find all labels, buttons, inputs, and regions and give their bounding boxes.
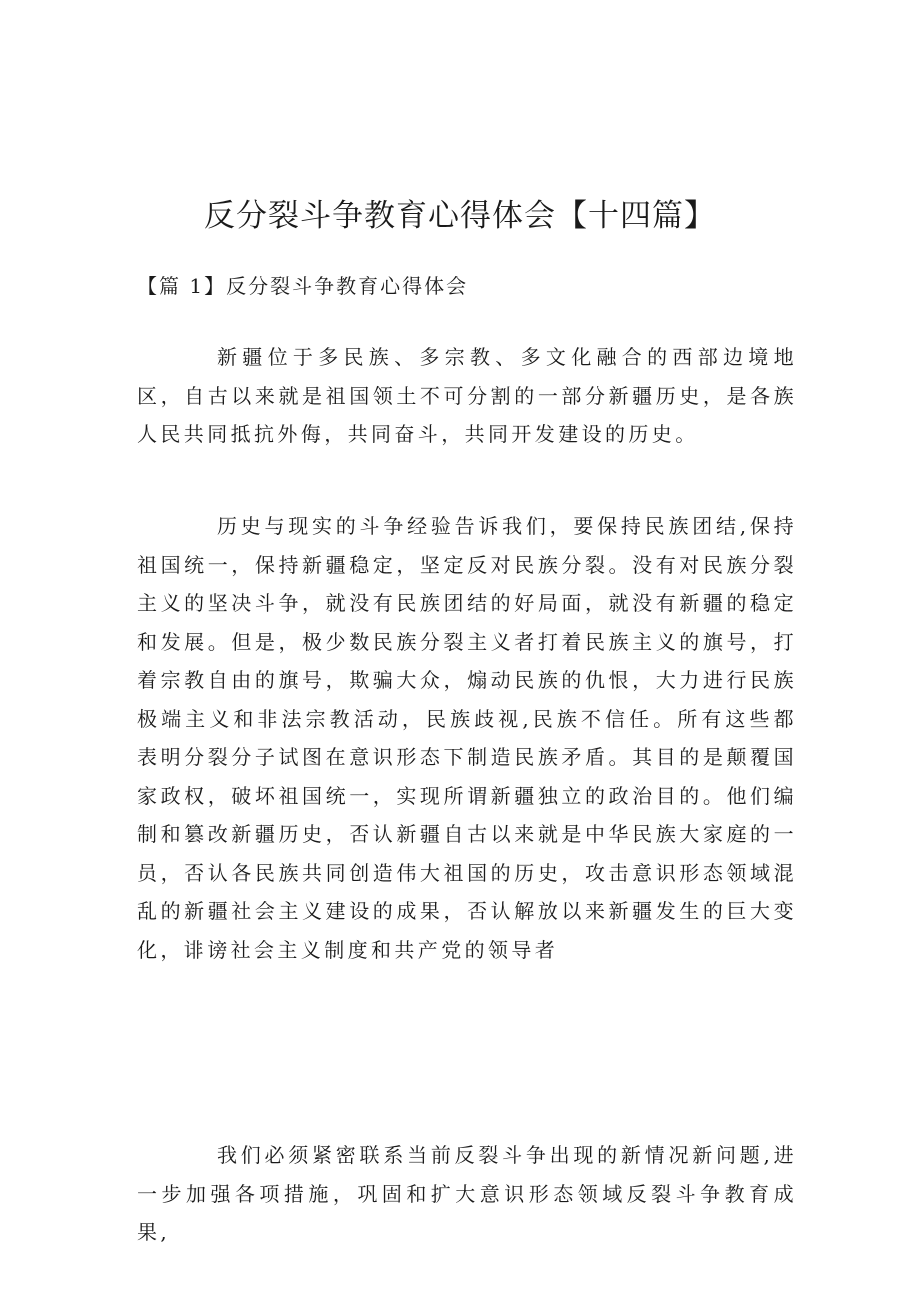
paragraph-3: 我们必须紧密联系当前反裂斗争出现的新情况新问题,进一步加强各项措施，巩固和扩大意识形态领域反裂斗争教育成果, bbox=[137, 1143, 797, 1244]
paragraph-2: 历史与现实的斗争经验告诉我们，要保持民族团结,保持祖国统一，保持新疆稳定，坚定反对民族分裂。没有对民族分裂主义的坚决斗争，就没有民族团结的好局面，就没有新疆的稳定和发展。但是，极少数民族分裂主义者打着民族主义的旗号，打着宗教自由的旗号，欺骗大众，煽动民族的仇恨，大力进行民族极端主义和非法宗教活动，民族歧视,民族不信任。所有这些都表明分裂分子试图在意识形态下制造民族矛盾。其目的是颠覆国家政权，破坏祖国统一，实现所谓新疆独立的政治目的。他们编制和篡改新疆历史，否认新疆自古以来就是中华民族大家庭的一员，否认各民族共同创造伟大祖国的历史，攻击意识形态领域混乱的新疆社会主义建设的成果，否认解放以来新疆发生的巨大变化，诽谤社会主义制度和共产党的领导者 bbox=[137, 514, 797, 962]
document-title: 反分裂斗争教育心得体会【十四篇】 bbox=[204, 198, 716, 234]
section-heading: 【篇 1】反分裂斗争教育心得体会 bbox=[137, 274, 469, 298]
paragraph-1: 新疆位于多民族、多宗教、多文化融合的西部边境地区，自古以来就是祖国领土不可分割的一部分新疆历史，是各族人民共同抵抗外侮，共同奋斗，共同开发建设的历史。 bbox=[137, 345, 797, 446]
